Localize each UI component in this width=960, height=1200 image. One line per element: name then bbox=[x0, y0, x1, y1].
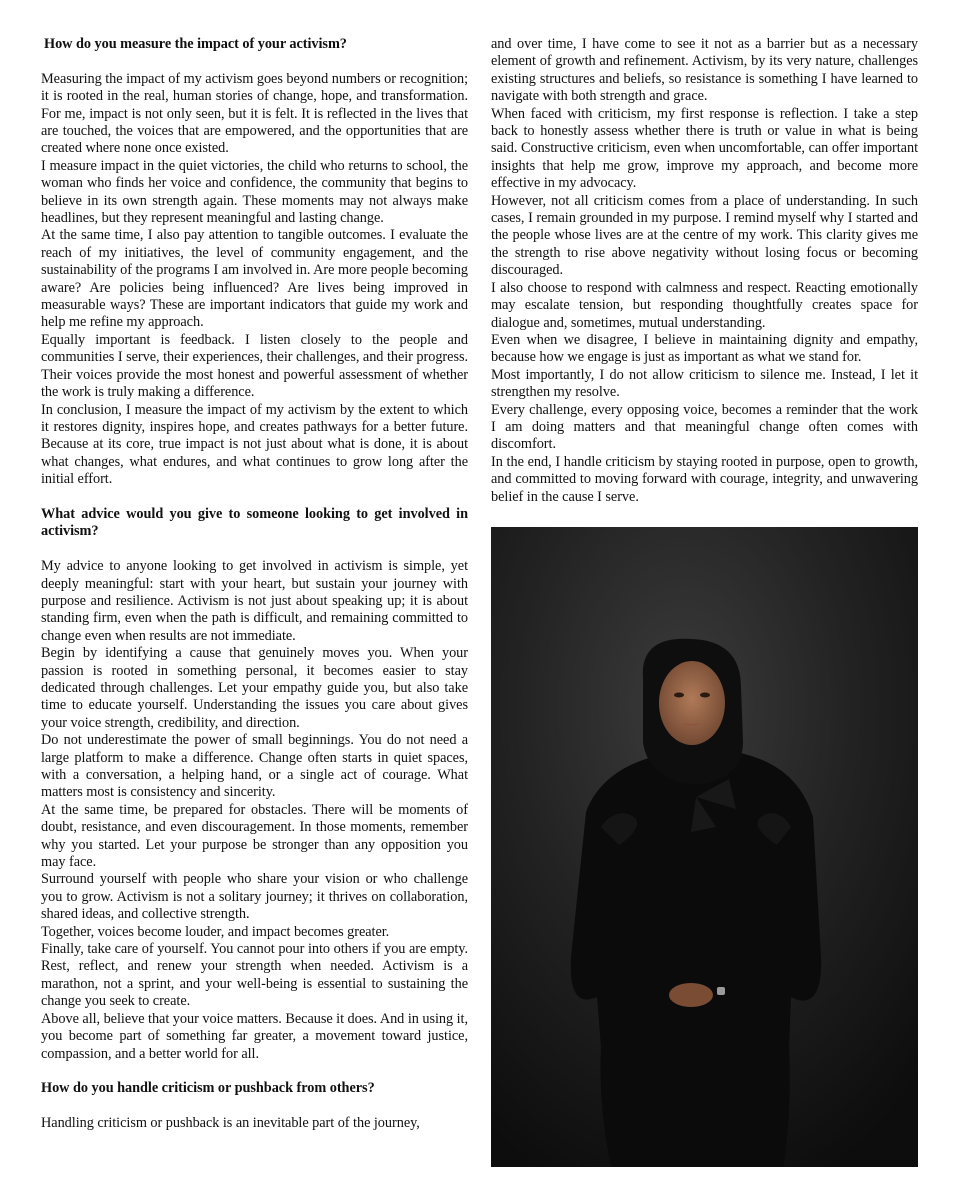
paragraph: Equally important is feedback. I listen closely to the people and communities I serve, their experiences, their challenges, and their progress. Their voices provide the most honest and powerful assessment of whether the work is truly making a difference. bbox=[41, 331, 468, 401]
wristwatch bbox=[717, 987, 725, 995]
right-column bbox=[491, 36, 918, 506]
paragraph: In the end, I handle criticism by staying rooted in purpose, open to growth, and committed to moving forward with courage, integrity, and unwavering belief in the cause I serve. bbox=[491, 453, 918, 505]
paragraph: Above all, believe that your voice matters. Because it does. And in using it, you become part of something far greater, a movement toward justice, compassion, and a better world for all. bbox=[41, 1010, 468, 1062]
paragraph: Together, voices become louder, and impact becomes greater. bbox=[41, 923, 390, 940]
paragraph: However, not all criticism comes from a place of understanding. In such cases, I remain grounded in my purpose. I remind myself why I started and the people whose lives are at the centre of my work. This clarity gives me the strength to rise above negativity without losing focus or becoming discouraged. bbox=[491, 192, 918, 279]
paragraph: I measure impact in the quiet victories, the child who returns to school, the woman who finds her voice and confidence, the community that begins to believe in its own strength again. These moments may not always make headlines, but they represent meaningful and lasting change. bbox=[41, 157, 468, 227]
paragraph: Finally, take care of yourself. You cannot pour into others if you are empty. Rest, reflect, and renew your strength when needed. Activism is a marathon, not a sprint, and your well-being is essential to sustaining the change you seek to create. bbox=[41, 941, 468, 1010]
eye bbox=[674, 693, 684, 698]
section-heading-criticism: How do you handle criticism or pushback from others? bbox=[41, 1080, 375, 1097]
section-heading-impact: How do you measure the impact of your activism? bbox=[44, 36, 347, 52]
paragraph: When faced with criticism, my first response is reflection. I take a step back to honestly assess whether there is truth or value in what is being said. Constructive criticism, even when uncomfortable, can offer important insights that help me grow, improve my approach, and become more effective in my advocacy. bbox=[491, 105, 918, 192]
paragraph: My advice to anyone looking to get involved in activism is simple, yet deeply meaningful: start with your heart, but sustain your journey with purpose and resilience. Activism is not just about speaking up; it is about standing firm, even when the path is difficult, and remaining committed to change even when results are not immediate. bbox=[41, 558, 468, 644]
paragraph: Even when we disagree, I believe in maintaining dignity and empathy, because how we engage is just as important as what we stand for. bbox=[491, 331, 918, 366]
section-heading-advice: What advice would you give to someone looking to get involved in activism? bbox=[41, 505, 468, 540]
paragraph: At the same time, I also pay attention to tangible outcomes. I evaluate the reach of my initiatives, the level of community engagement, and the sustainability of the programs I am involved in. Are more people becoming aware? Are policies being influenced? Are lives being improved in measurable ways? These are important indicators that guide my work and help me refine my approach. bbox=[41, 227, 468, 331]
paragraph: Surround yourself with people who share your vision or who challenge you to grow. Activism is not a solitary journey; it thrives on collaboration, shared ideas, and collective strength. bbox=[41, 871, 468, 923]
paragraph: I also choose to respond with calmness and respect. Reacting emotionally may escalate tension, but responding thoughtfully creates space for dialogue and, sometimes, mutual understanding. bbox=[491, 279, 918, 331]
paragraph: and over time, I have come to see it not as a barrier but as a necessary element of growth and refinement. Activism, by its very nature, challenges existing structures and beliefs, so resistance is something I have learned to navigate with both strength and grace. bbox=[491, 36, 918, 105]
portrait-photo bbox=[491, 527, 918, 1167]
eye bbox=[700, 693, 710, 698]
paragraph: Begin by identifying a cause that genuinely moves you. When your passion is rooted in something personal, it becomes easier to stay dedicated through challenges. Let your empathy guide you, but also take time to educate yourself. Understanding the issues you care about gives your voice strength, credibility, and direction. bbox=[41, 645, 468, 731]
clasped-hands bbox=[669, 983, 713, 1007]
paragraph: At the same time, be prepared for obstacles. There will be moments of doubt, resistance, and even discouragement. In those moments, remember why you started. Let your purpose be stronger than any opposition you may face. bbox=[41, 801, 468, 871]
paragraph: Most importantly, I do not allow criticism to silence me. Instead, I let it strengthen my resolve. bbox=[491, 366, 918, 401]
paragraph: Do not underestimate the power of small beginnings. You do not need a large platform to make a difference. Change often starts in quiet spaces, with a conversation, a helping hand, or a single act of courage. What matters most is consistency and sincerity. bbox=[41, 732, 468, 801]
paragraph: Handling criticism or pushback is an inevitable part of the journey, bbox=[41, 1115, 420, 1132]
left-column bbox=[41, 36, 468, 1133]
paragraph: Every challenge, every opposing voice, becomes a reminder that the work I am doing matters and that meaningful change often comes with discomfort. bbox=[491, 401, 918, 453]
face bbox=[659, 661, 725, 745]
paragraph: In conclusion, I measure the impact of my activism by the extent to which it restores dignity, inspires hope, and creates pathways for a better future. Because at its core, true impact is not just about what is done, it is about what changes, what endures, and what continues to grow long after the initial effort. bbox=[41, 401, 468, 488]
paragraph: Measuring the impact of my activism goes beyond numbers or recognition; it is rooted in the real, human stories of change, hope, and transformation. For me, impact is not only seen, but it is felt. It is reflected in the lives that are touched, the voices that are empowered, and the opportunities that are created where none once existed. bbox=[41, 70, 468, 157]
portrait-illustration bbox=[491, 527, 918, 1167]
